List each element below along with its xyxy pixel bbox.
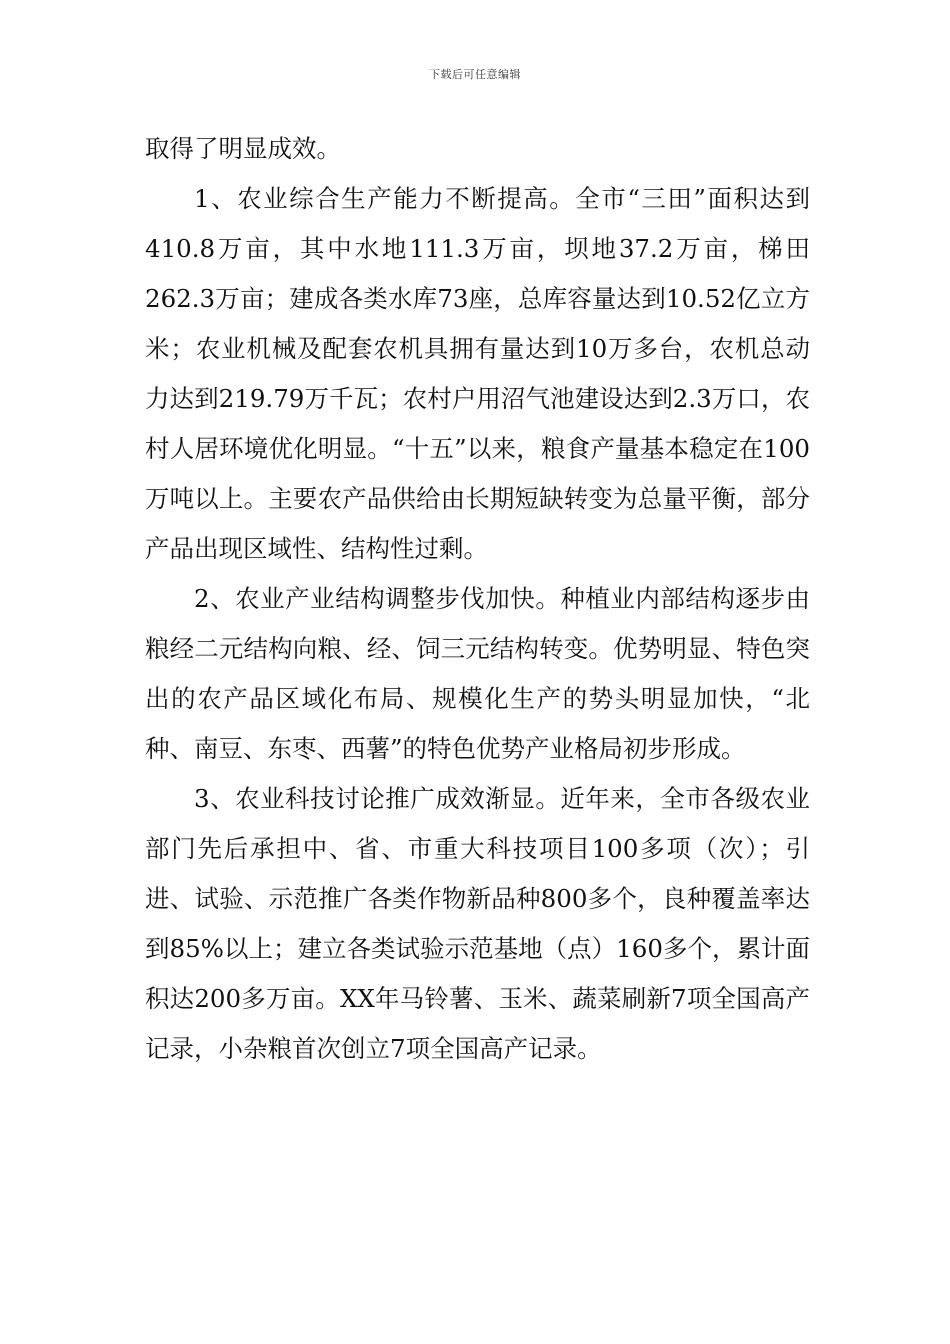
- paragraph-2: 2、农业产业结构调整步伐加快。种植业内部结构逐步由粮经二元结构向粮、经、饲三元结构转变。优势明显、特色突出的农产品区域化布局、规模化生产的势头明显加快，“北种、南豆、东枣、西薯”的特色优势产业格局初步形成。: [145, 584, 810, 763]
- paragraph-3: 3、农业科技讨论推广成效渐显。近年来，全市各级农业部门先后承担中、省、市重大科技项目100多项（次）；引进、试验、示范推广各类作物新品种800多个，良种覆盖率达到85%以上；建立各类试验示范基地（点）160多个，累计面积达200多万亩。XX年马铃薯、玉米、蔬菜刷新7项全国高产记录，小杂粮首次创立7项全国高产记录。: [145, 784, 810, 1063]
- page-header: 下载后可任意编辑: [429, 68, 521, 81]
- paragraph-continuation: 取得了明显成效。: [145, 134, 341, 163]
- document-body: [145, 124, 810, 1074]
- paragraph-1: 1、农业综合生产能力不断提高。全市“三田”面积达到410.8万亩，其中水地111.3万亩，坝地37.2万亩，梯田262.3万亩；建成各类水库73座，总库容量达到10.52亿立方米；农业机械及配套农机具拥有量达到10万多台，农机总动力达到219.79万千瓦；农村户用沼气池建设达到2.3万口，农村人居环境优化明显。“十五”以来，粮食产量基本稳定在100万吨以上。主要农产品供给由长期短缺转变为总量平衡，部分产品出现区域性、结构性过剩。: [145, 184, 810, 563]
